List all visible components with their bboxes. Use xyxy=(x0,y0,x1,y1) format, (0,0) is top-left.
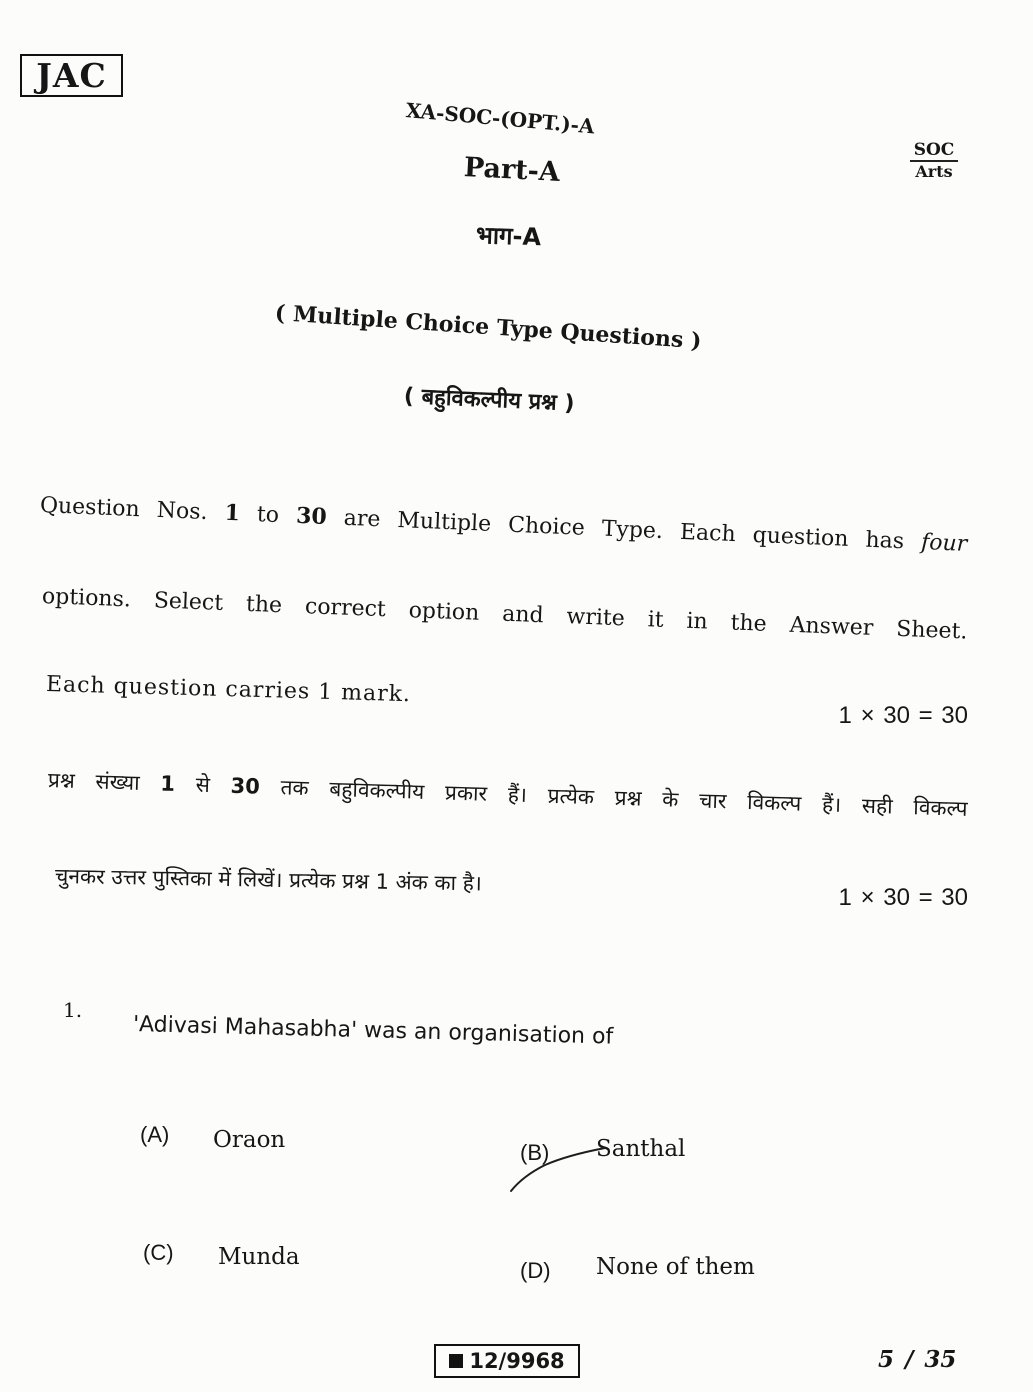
section-title-english: ( Multiple Choice Type Questions ) xyxy=(274,300,703,355)
option-c-label: (C) xyxy=(143,1240,174,1265)
board-label-box: JAC xyxy=(20,54,123,97)
paper-code: XA-SOC-(OPT.)-A xyxy=(404,98,596,139)
option-a-text: Oraon xyxy=(213,1127,286,1153)
paper-serial-box xyxy=(434,1344,580,1378)
instruction-text: से xyxy=(174,771,231,798)
option-a-label: (A) xyxy=(140,1122,170,1147)
option-d-label: (D) xyxy=(520,1258,551,1283)
question-range-end: 30 xyxy=(230,773,261,799)
marks-total-english: 1 × 30 = 30 xyxy=(838,702,968,729)
instruction-en-line-3: Each question carries 1 mark. xyxy=(45,672,412,708)
question-range-start: 1 xyxy=(159,771,176,796)
instruction-text: to xyxy=(239,501,297,529)
question-range-start: 1 xyxy=(224,499,241,527)
option-b-text: Santhal xyxy=(596,1136,686,1162)
instruction-text: Question Nos. xyxy=(39,493,226,526)
question-text: 'Adivasi Mahasabha' was an organisation of xyxy=(132,1012,614,1050)
instruction-hi-line-2: चुनकर उत्तर पुस्तिका में लिखें। प्रत्येक प्रश्न 1 अंक का है। xyxy=(54,864,483,896)
instruction-text: तक बहुविकल्पीय प्रकार हैं। प्रत्येक प्रश्न के चार विकल्प हैं। सही विकल्प xyxy=(259,774,968,821)
subject-code: SOC xyxy=(910,140,958,162)
option-b-label: (B) xyxy=(520,1140,550,1165)
square-bullet-icon xyxy=(449,1354,463,1368)
stream-label: Arts xyxy=(915,162,953,181)
part-title-hindi: भाग-A xyxy=(475,221,542,252)
subject-stream-block xyxy=(910,140,958,181)
marks-total-hindi: 1 × 30 = 30 xyxy=(838,884,968,911)
section-title-hindi: ( बहुविकल्पीय प्रश्न ) xyxy=(403,384,575,417)
instruction-hi-line-1 xyxy=(48,765,968,824)
paper-serial-number: 12/9968 xyxy=(469,1349,565,1373)
instruction-text: are Multiple Choice Type. Each question has xyxy=(326,505,922,555)
instruction-en-line-2: options. Select the correct option and write it in the Answer Sheet. xyxy=(41,584,968,645)
question-number: 1. xyxy=(63,998,83,1022)
question-range-end: 30 xyxy=(295,502,328,531)
page-number: 5 / 35 xyxy=(878,1346,957,1373)
part-title-english: Part-A xyxy=(463,152,561,188)
option-c-text: Munda xyxy=(218,1244,300,1270)
handwritten-pen-mark xyxy=(505,1135,610,1197)
instruction-emphasis: four xyxy=(920,529,968,557)
instruction-text: प्रश्न संख्या xyxy=(47,768,161,796)
instruction-en-line-1 xyxy=(39,490,967,560)
option-d-text: None of them xyxy=(596,1254,755,1280)
